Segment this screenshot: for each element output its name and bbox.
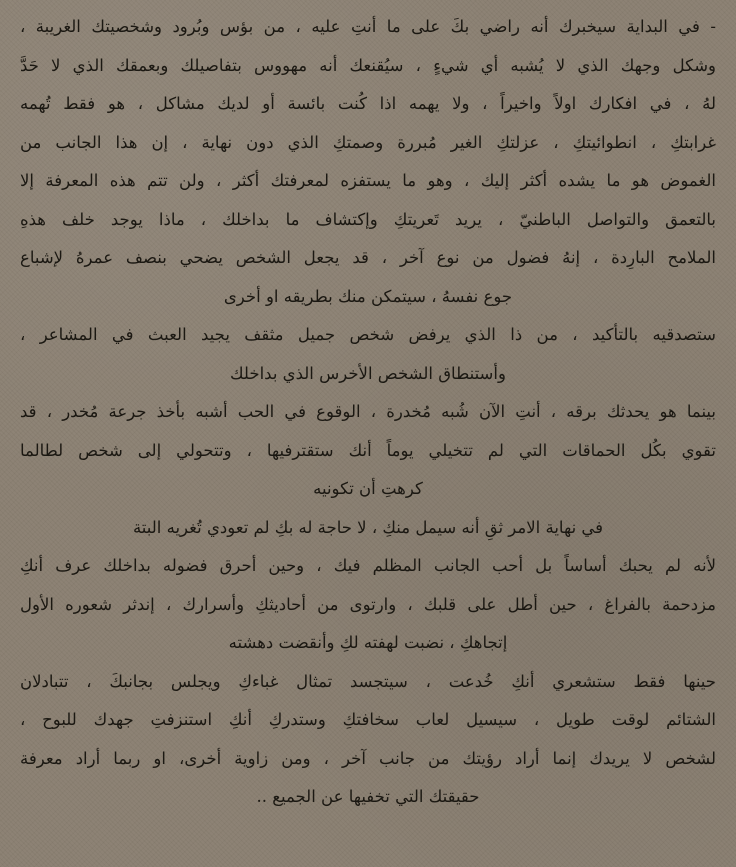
- text-line: حقيقتك التي تخفيها عن الجميع ..: [256, 787, 480, 806]
- text-line: مزدحمة بالفراغ ، حين أطل على قلبك ، وارتوى من أحاديثكِ وأسرارك ، إندثر شعوره الأول: [20, 594, 716, 614]
- text-line: بالتعمق والتواصل الباطنيّ ، يريد تَعريتكِ وإكتشاف ما بداخلك ، ماذا يوجد خلف هذهِ: [20, 209, 716, 229]
- text-line: في نهاية الامر ثقِ أنه سيمل منكِ ، لا حاجة له بكِ لم تعودي تُغريه البتة: [132, 517, 604, 537]
- text-line: ستصدقيه بالتأكيد ، من ذا الذي يرفض شخص جميل مثقف يجيد العبث في المشاعر ،: [20, 325, 716, 344]
- text-line: الشتائم لوقت طويل ، سيسيل لعاب سخافتكِ وستدركِ أنكِ استنزفتِ جهدك للبوح ،: [20, 710, 716, 729]
- text-line: حينها فقط ستشعري أنكِ خُدعت ، سيتجسد تمثال غباءكِ ويجلس بجانبكَ ، تتبادلان: [20, 671, 716, 691]
- text-line: جوع نفسهُ ، سيتمكن منك بطريقه او أخرى: [223, 286, 513, 306]
- text-line: - في البداية سيخبرك أنه راضي بكَ على ما أنتِ عليه ، من بؤس وبُرود وشخصيتك الغريبة ،: [20, 17, 716, 36]
- text-line: وأستنطاق الشخص الأخرس الذي بداخلك: [230, 363, 506, 383]
- text-line: الملامح البارِدة ، إنهُ فضول من نوع آخر ، قد يجعل الشخص يضحي بنصف عمرهُ لإشباع: [20, 248, 716, 267]
- text-line: وشكل وجهك الذي لا يُشبه أي شيءٍ ، سيُقنعك أنه مهووس بتفاصيلك وبعمقك الذي لا حَدَّ: [20, 55, 716, 75]
- text-line: تقوي بكُل الحماقات التي لم تتخيلي يوماً أنك ستقترفيها ، وتتحولي إلى شخص لطالما: [20, 440, 716, 460]
- text-line: لهُ ، في افكارك اولاً واخيراً ، ولا يهمه اذا كُنت بائسة أو لديك مشاكل ، هو فقط تُهمه: [20, 94, 716, 113]
- text-line: إتجاهكِ ، نضبت لهفته لكِ وأنقضت دهشته: [228, 633, 508, 652]
- text-line: غرابتكِ ، انطوائيتكِ ، عزلتكِ الغير مُبررة وصمتكِ الذي دون نهاية ، إن هذا الجانب من: [20, 132, 716, 152]
- text-line: لأنه لم يحبك أساساً بل أحب الجانب المظلم فيك ، وحين أحرق فضوله بداخلك عرف أنكِ: [20, 556, 716, 575]
- text-line: بينما هو يحدثك برقه ، أنتِ الآن شُبه مُخدرة ، الوقوع في الحب أشبه بأخذ جرعة مُخدر ، قد: [20, 402, 716, 421]
- arabic-text-block: [20, 8, 716, 817]
- text-line: الغموض هو ما يشده أكثر إليك ، وهو ما يستفزه لمعرفتك أكثر ، ولن تتم هذه المعرفة إلا: [20, 171, 716, 190]
- text-line: كرهتِ أن تكونيه: [313, 479, 423, 498]
- text-line: لشخص لا يريدك إنما أراد رؤيتك من جانب آخر ، ومن زاوية أخرى، او ربما أراد معرفة: [20, 748, 716, 768]
